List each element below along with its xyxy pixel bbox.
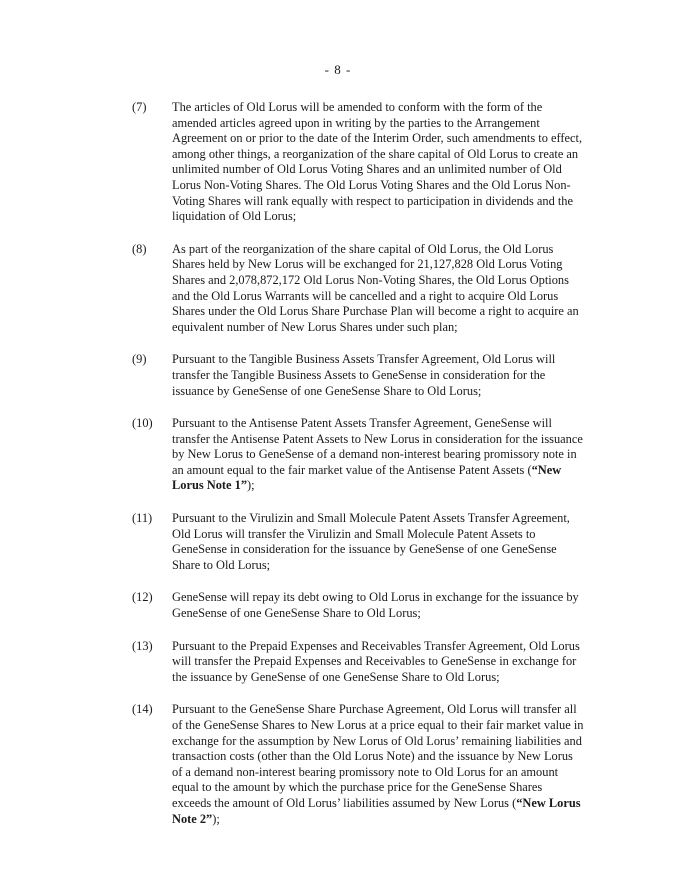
item-text-block	[172, 416, 584, 494]
item-text: Pursuant to the Antisense Patent Assets Transfer Agreement, GeneSense will transfer the Antisense Patent Assets to New Lorus in consideration for the issuance by New Lorus to GeneSense of a demand non-interest bearing promissory note in an amount equal to the fair market value of the Antisense Patent Assets (	[172, 416, 583, 477]
list-item-11	[132, 511, 584, 573]
item-text: Pursuant to the Tangible Business Assets Transfer Agreement, Old Lorus will transfer the Tangible Business Assets to GeneSense in consideration for the issuance by GeneSense of one GeneSense Share to Old Lorus;	[172, 352, 556, 398]
list-item-10	[132, 416, 584, 494]
item-number: (10)	[132, 416, 153, 431]
list-item-9	[132, 352, 584, 399]
article-list	[0, 100, 676, 844]
item-text: GeneSense will repay its debt owing to Old Lorus in exchange for the issuance by GeneSense of one GeneSense Share to Old Lorus;	[172, 590, 579, 621]
item-number: (9)	[132, 352, 147, 367]
item-text-block	[172, 702, 584, 827]
defined-term: “New Lorus Note 1”	[172, 462, 562, 493]
item-text-end: );	[212, 811, 220, 826]
item-number: (11)	[132, 511, 153, 526]
item-number: (8)	[132, 241, 147, 256]
page-number: - 8 -	[324, 62, 352, 77]
list-item-8	[132, 241, 584, 336]
defined-term: “New Lorus Note 2”	[172, 795, 581, 826]
item-number: (13)	[132, 638, 153, 653]
list-item-12	[132, 590, 584, 621]
item-text: The articles of Old Lorus will be amended to conform with the form of the amended articles agreed upon in writing by the parties to the Arrangement Agreement on or prior to the date of the Interim Order, such amendments to effect, among other things, a reorganization of the share capital of Old Lorus to create an unlimited number of Old Lorus Voting Shares and an unlimited number of Old Lorus Non-Voting Shares. The Old Lorus Voting Shares and the Old Lorus Non-Voting Shares will rank equally with respect to participation in dividends and the liquidation of Old Lorus;	[172, 100, 583, 224]
item-number: (12)	[132, 590, 153, 605]
item-number: (7)	[132, 100, 147, 114]
list-item-7	[132, 100, 584, 225]
list-item-14	[132, 702, 584, 827]
item-text: Pursuant to the Virulizin and Small Molecule Patent Assets Transfer Agreement, Old Lorus will transfer the Virulizin and Small Molecule Patent Assets to GeneSense in consideration for the issuance by GeneSense of one GeneSense Share to Old Lorus;	[172, 511, 570, 572]
item-text: Pursuant to the GeneSense Share Purchase Agreement, Old Lorus will transfer all of the GeneSense Shares to New Lorus at a price equal to their fair market value in exchange for the assumption by New Lorus of Old Lorus’ remaining liabilities and transaction costs (other than the Old Lorus Note) and the issuance by New Lorus of a demand non-interest bearing promissory note to Old Lorus for an amount equal to the amount by which the purchase price for the GeneSense Shares exceeds the amount of Old Lorus’ liabilities assumed by New Lorus (	[172, 702, 584, 810]
item-text: As part of the reorganization of the share capital of Old Lorus, the Old Lorus Shares held by New Lorus will be exchanged for 21,127,828 Old Lorus Voting Shares and 2,078,872,172 Old Lorus Non-Voting Shares, the Old Lorus Options and the Old Lorus Warrants will be cancelled and a right to acquire Old Lorus Shares under the Old Lorus Share Purchase Plan will become a right to acquire an equivalent number of New Lorus Shares under such plan;	[172, 241, 579, 334]
item-text-end: );	[247, 478, 255, 493]
list-item-13	[132, 638, 584, 686]
item-text: Pursuant to the Prepaid Expenses and Receivables Transfer Agreement, Old Lorus will transfer the Prepaid Expenses and Receivables to GeneSense in exchange for the issuance by GeneSense of one GeneSense Share to Old Lorus;	[172, 638, 580, 684]
item-number: (14)	[132, 702, 153, 717]
